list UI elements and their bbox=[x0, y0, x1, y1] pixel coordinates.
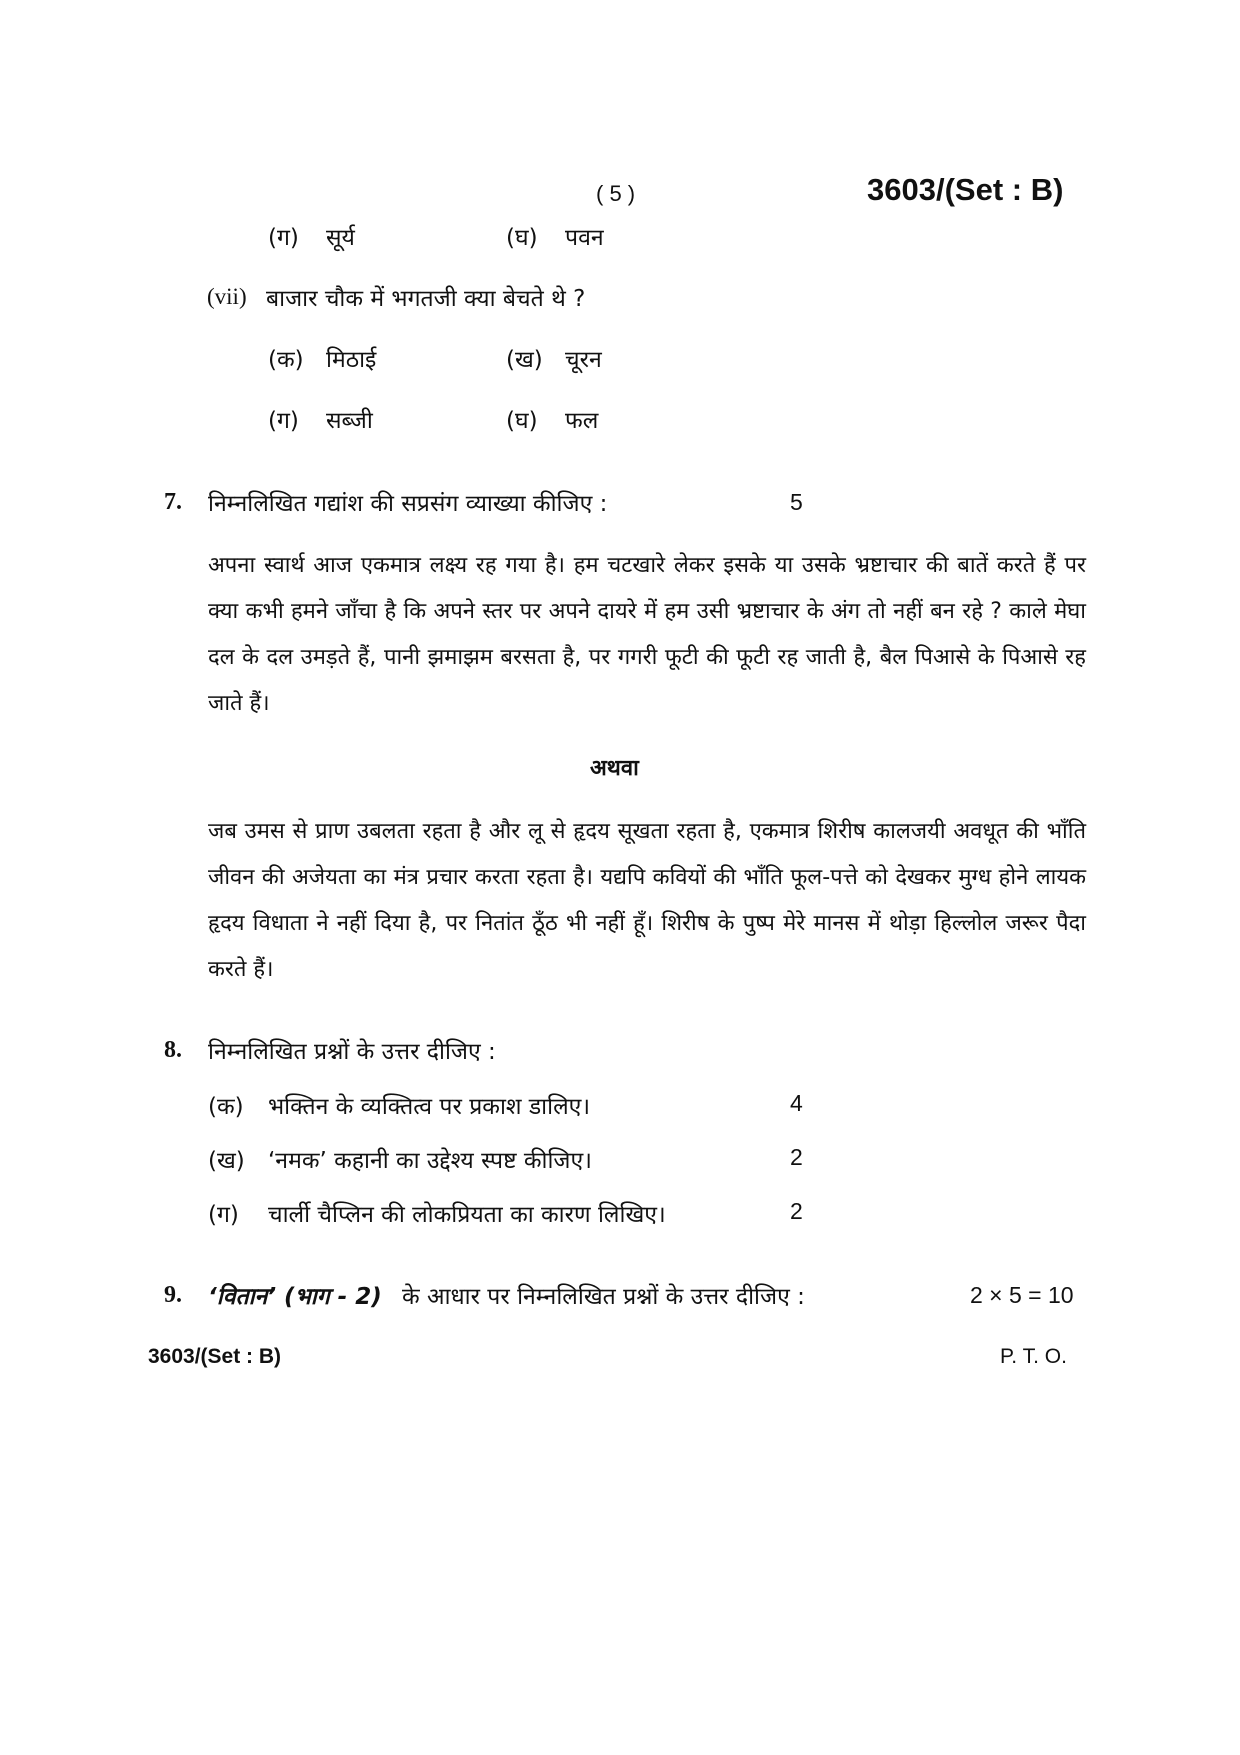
question-number: 7. bbox=[164, 489, 182, 515]
option-text: चूरन bbox=[565, 347, 602, 373]
item-text: भक्तिन के व्यक्तित्व पर प्रकाश डालिए। bbox=[268, 1094, 591, 1120]
item-text: ‘नमक’ कहानी का उद्देश्य स्पष्ट कीजिए। bbox=[268, 1148, 592, 1174]
passage-2: जब उमस से प्राण उबलता रहता है और लू से हृदय सूखता रहता है, एकमात्र शिरीष कालजयी अवधूत की भाँति जीवन की अजेयता का मंत्र प्रचार करता रहता है। यद्यपि कवियों की भाँति फूल-पत्ते को देखकर मुग्ध होने लायक हृदय विधाता ने नहीं दिया है, पर नितांत ठूँठ भी नहीं हूँ। शिरीष के पुष्प मेरे मानस में थोड़ा हिल्लोल जरूर पैदा करते हैं। bbox=[208, 819, 1086, 982]
question-number: 8. bbox=[164, 1037, 182, 1063]
item-label: (ख) bbox=[208, 1148, 245, 1174]
set-code-header: 3603/(Set : B) bbox=[867, 172, 1064, 207]
option-label: (घ) bbox=[506, 225, 538, 251]
page-number: ( 5 ) bbox=[596, 181, 636, 206]
item-label: (क) bbox=[208, 1094, 244, 1120]
option-text: सब्जी bbox=[326, 408, 373, 434]
option-text: फल bbox=[565, 408, 599, 434]
item-label: (ग) bbox=[208, 1202, 239, 1228]
option-label: (ग) bbox=[268, 408, 299, 434]
question-marks: 2 × 5 = 10 bbox=[970, 1282, 1074, 1308]
question-text: निम्नलिखित गद्यांश की सप्रसंग व्याख्या कीजिए : bbox=[208, 491, 608, 517]
or-heading: अथवा bbox=[590, 756, 639, 781]
question-text: निम्नलिखित प्रश्नों के उत्तर दीजिए : bbox=[208, 1039, 496, 1065]
passage-1: अपना स्वार्थ आज एकमात्र लक्ष्य रह गया है। हम चटखारे लेकर इसके या उसके भ्रष्टाचार की बातें करते हैं पर क्या कभी हमने जाँचा है कि अपने स्तर पर अपने दायरे में हम उसी भ्रष्टाचार के अंग तो नहीं बन रहे ? काले मेघा दल के दल उमड़ते हैं, पानी झमाझम बरसता है, पर गगरी फूटी की फूटी रह जाती है, बैल पिआसे के पिआसे रह जाते हैं। bbox=[208, 553, 1086, 716]
option-label: (घ) bbox=[506, 408, 538, 434]
subquestion-text: बाजार चौक में भगतजी क्या बेचते थे ? bbox=[266, 286, 586, 312]
item-marks: 4 bbox=[790, 1090, 803, 1116]
set-code-footer: 3603/(Set : B) bbox=[148, 1345, 282, 1368]
option-text: मिठाई bbox=[326, 347, 377, 373]
question-number: 9. bbox=[164, 1282, 182, 1308]
option-label: (ग) bbox=[268, 225, 299, 251]
item-marks: 2 bbox=[790, 1144, 803, 1170]
option-text: सूर्य bbox=[326, 225, 355, 251]
option-label: (ख) bbox=[506, 347, 543, 373]
option-text: पवन bbox=[565, 225, 604, 251]
item-marks: 2 bbox=[790, 1198, 803, 1224]
item-text: चार्ली चैप्लिन की लोकप्रियता का कारण लिखिए। bbox=[268, 1202, 666, 1228]
option-label: (क) bbox=[268, 347, 304, 373]
question-marks: 5 bbox=[790, 489, 803, 515]
subquestion-number: (vii) bbox=[207, 284, 247, 309]
question-text: के आधार पर निम्नलिखित प्रश्नों के उत्तर दीजिए : bbox=[402, 1284, 805, 1310]
book-title: ‘वितान’ (भाग - 2) bbox=[208, 1284, 382, 1310]
pto-label: P. T. O. bbox=[1000, 1345, 1067, 1368]
